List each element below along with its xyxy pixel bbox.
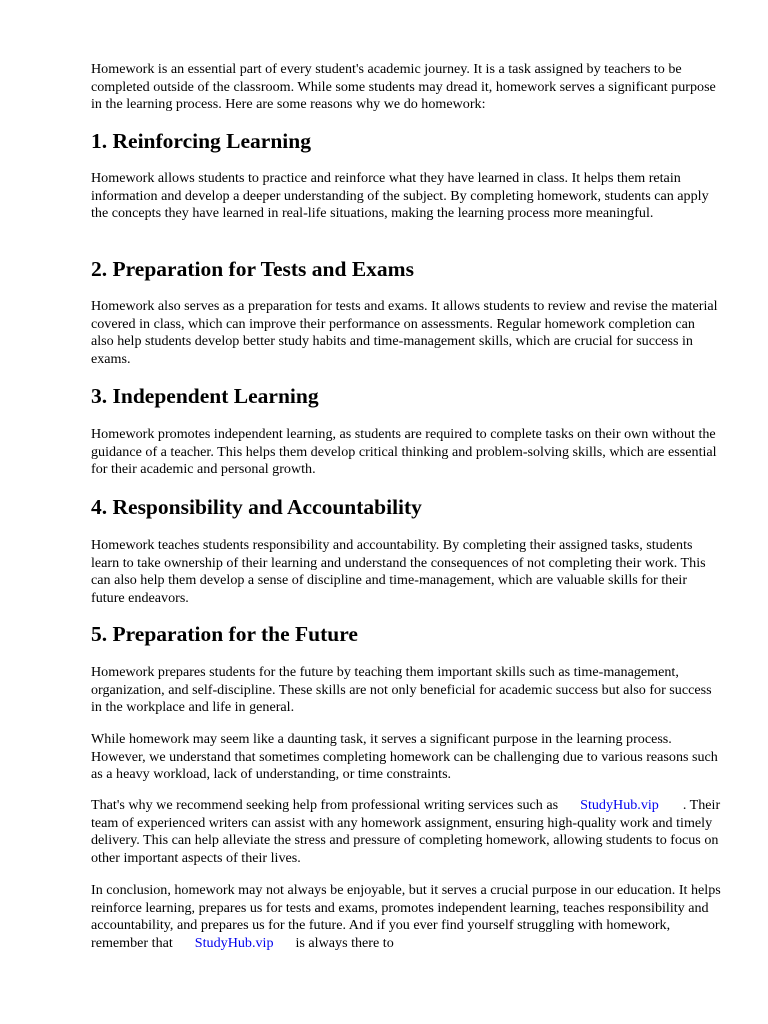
studyhub-link[interactable]: StudyHub.vip <box>580 797 659 813</box>
conclusion-text-after: is always there to <box>295 934 394 951</box>
conclusion-paragraph <box>91 882 721 952</box>
paragraph-preparation-tests: Homework also serves as a preparation for tests and exams. It allows students to review and revise the material covered in class, which can improve their performance on assessments. Regular homework completion can also help students develop better study habits and time-management skills, which are crucial for success in exams. <box>91 298 718 367</box>
paragraph-preparation-future: Homework prepares students for the future by teaching them important skills such as time-management, organization, and self-discipline. These skills are not only beneficial for academic success but also for success in the workplace and life in general. <box>91 664 712 716</box>
studyhub-link-conclusion[interactable]: StudyHub.vip <box>194 934 274 951</box>
heading-independent-learning: 3. Independent Learning <box>91 384 319 408</box>
paragraph-reinforcing-learning: Homework allows students to practice and reinforce what they have learned in class. It helps them retain information and develop a deeper understanding of the subject. By completing homework, students can apply the concepts they have learned in real-life situations, making the learning process more meaningful. <box>91 170 709 222</box>
conclusion-text-before: In conclusion, homework may not always be enjoyable, but it serves a crucial purpose in our education. It helps reinforce learning, prepares us for tests and exams, promotes independent learning, teaches responsibility and accountability, and prepares us for the future. And if you ever find yourself struggling with homework, remember that <box>91 882 721 951</box>
heading-preparation-tests: 2. Preparation for Tests and Exams <box>91 257 414 281</box>
recommend-text-after: . Their team of experienced writers can assist with any homework assignment, ensuring high-quality work and timely delivery. This can help alleviate the stress and pressure of completing homework, allowing students to focus on other important aspects of their lives. <box>91 797 721 866</box>
recommend-paragraph <box>91 797 721 867</box>
heading-responsibility: 4. Responsibility and Accountability <box>91 495 422 519</box>
recommend-text-before: That's why we recommend seeking help from professional writing services such as <box>91 797 559 813</box>
heading-preparation-future: 5. Preparation for the Future <box>91 622 358 646</box>
challenge-paragraph: While homework may seem like a daunting task, it serves a significant purpose in the learning process. However, we understand that sometimes completing homework can be challenging due to various reasons such as a heavy workload, lack of understanding, or time constraints. <box>91 731 718 783</box>
heading-reinforcing-learning: 1. Reinforcing Learning <box>91 129 311 153</box>
paragraph-responsibility: Homework teaches students responsibility and accountability. By completing their assigned tasks, students learn to take ownership of their learning and understand the consequences of not completing their work. This can also help them develop a sense of discipline and time-management, which are valuable skills for their future endeavors. <box>91 537 706 606</box>
paragraph-independent-learning: Homework promotes independent learning, as students are required to complete tasks on their own without the guidance of a teacher. This helps them develop critical thinking and problem-solving skills, which are essential for their academic and personal growth. <box>91 426 717 478</box>
intro-paragraph: Homework is an essential part of every student's academic journey. It is a task assigned by teachers to be completed outside of the classroom. While some students may dread it, homework serves a significant purpose in the learning process. Here are some reasons why we do homework: <box>91 61 716 113</box>
